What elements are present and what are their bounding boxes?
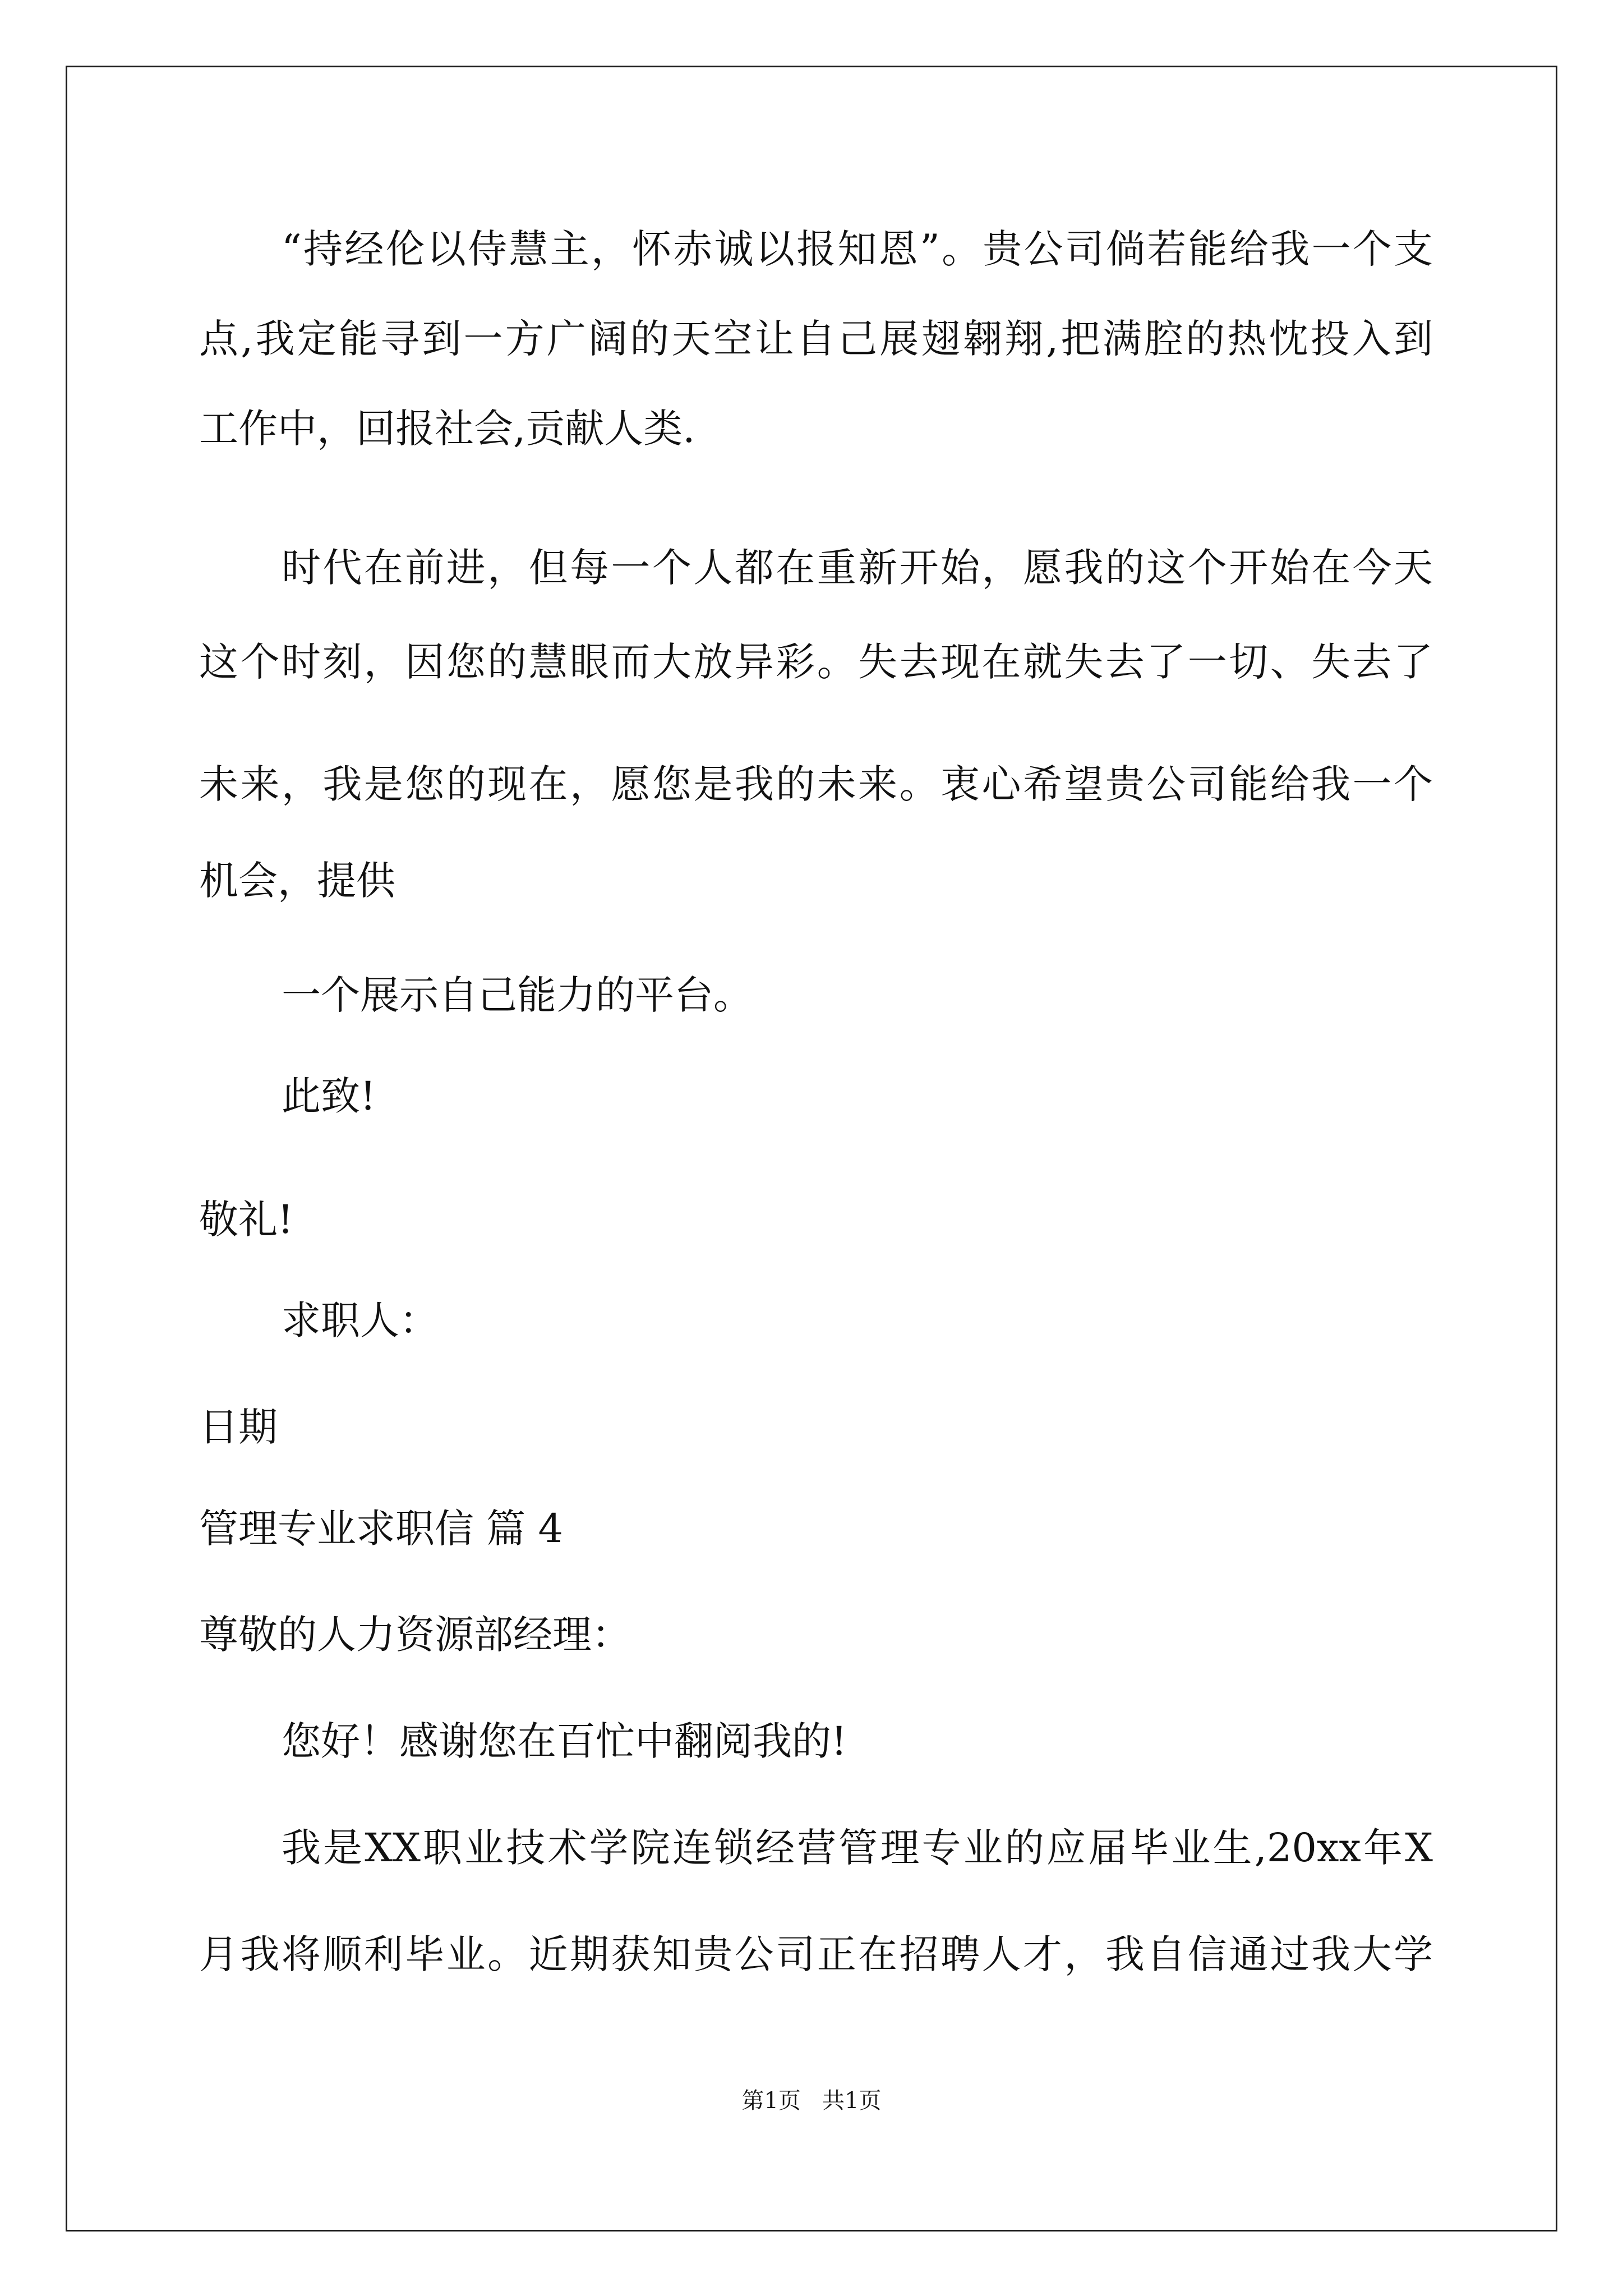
letter-greeting: 尊敬的人力资源部经理： bbox=[199, 1612, 631, 1658]
closing-respect: 敬礼! bbox=[199, 1197, 294, 1243]
date-label: 日期 bbox=[199, 1404, 278, 1450]
closing-salutation: 此致! bbox=[282, 1073, 376, 1119]
paragraph-line: “持经伦以侍慧主，怀赤诚以报知恩”。贵公司倘若能给我一个支 bbox=[282, 226, 1433, 272]
paragraph-line: 机会，提供 bbox=[199, 858, 395, 904]
paragraph-line: 这个时刻，因您的慧眼而大放异彩。失去现在就失去了一切、失去了 bbox=[199, 639, 1433, 685]
paragraph-line: 工作中，回报社会,贡献人类. bbox=[199, 406, 695, 452]
paragraph-line: 时代在前进，但每一个人都在重新开始，愿我的这个开始在今天 bbox=[282, 545, 1433, 591]
paragraph-line: 一个展示自己能力的平台。 bbox=[282, 972, 753, 1018]
paragraph-line: 未来，我是您的现在，愿您是我的未来。衷心希望贵公司能给我一个 bbox=[199, 761, 1433, 807]
paragraph-line: 月我将顺利毕业。近期获知贵公司正在招聘人才，我自信通过我大学 bbox=[199, 1931, 1433, 1977]
paragraph-line: 我是XX职业技术学院连锁经营管理专业的应届毕业生,20xx年X bbox=[282, 1825, 1433, 1871]
page-number: 第1页 共1页 bbox=[741, 2088, 882, 2114]
paragraph-line: 点,我定能寻到一方广阔的天空让自己展翅翱翔,把满腔的热忱投入到 bbox=[199, 316, 1433, 362]
section-heading: 管理专业求职信 篇 4 bbox=[199, 1506, 564, 1552]
applicant-label: 求职人： bbox=[282, 1297, 439, 1343]
paragraph-line: 您好！感谢您在百忙中翻阅我的! bbox=[282, 1718, 847, 1764]
page-border bbox=[66, 66, 1557, 2231]
